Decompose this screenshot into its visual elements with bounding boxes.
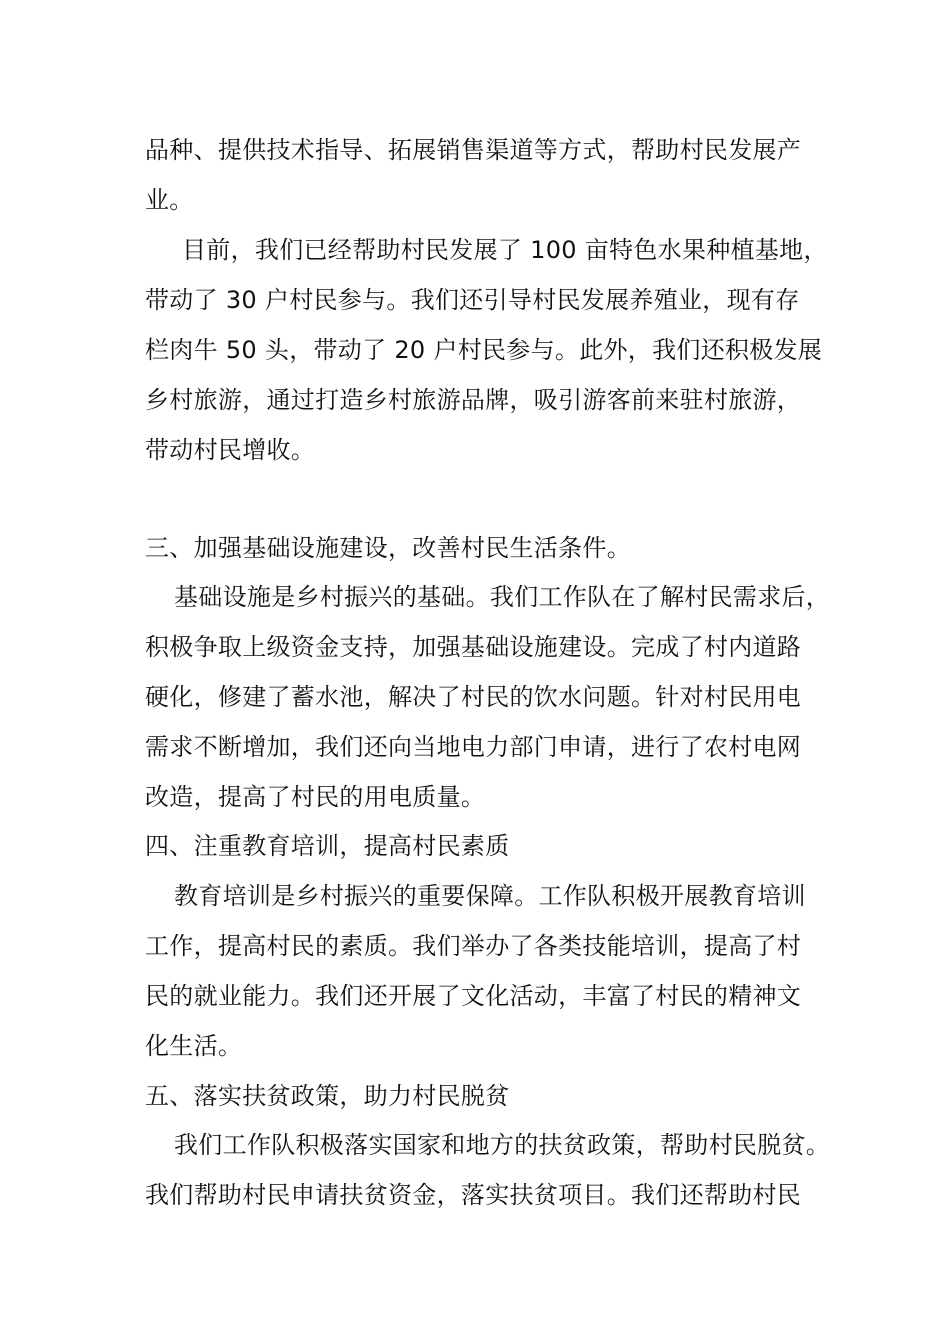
body-text-line: 民的就业能力。我们还开展了文化活动，丰富了村民的精神文 xyxy=(145,982,802,1010)
body-text-line: 我们帮助村民申请扶贫资金，落实扶贫项目。我们还帮助村民 xyxy=(145,1181,802,1209)
body-text-line: 栏肉牛 50 头，带动了 20 户村民参与。此外，我们还积极发展 xyxy=(145,336,823,364)
body-text-line: 工作，提高村民的素质。我们举办了各类技能培训，提高了村 xyxy=(145,932,802,960)
body-text-line: 化生活。 xyxy=(145,1032,243,1060)
section-heading-5: 五、落实扶贫政策，助力村民脱贫 xyxy=(145,1082,510,1110)
body-text-line: 带动了 30 户村民参与。我们还引导村民发展养殖业，现有存 xyxy=(145,286,800,314)
body-text-line: 需求不断增加，我们还向当地电力部门申请，进行了农村电网 xyxy=(145,733,802,761)
paragraph-start-line: 教育培训是乡村振兴的重要保障。工作队积极开展教育培训 xyxy=(174,882,806,910)
section-heading-3: 三、加强基础设施建设，改善村民生活条件。 xyxy=(145,534,631,562)
body-text-line: 改造，提高了村民的用电质量。 xyxy=(145,783,486,811)
paragraph-start-line: 目前，我们已经帮助村民发展了 100 亩特色水果种植基地， xyxy=(182,236,828,264)
body-text-line: 硬化，修建了蓄水池，解决了村民的饮水问题。针对村民用电 xyxy=(145,683,802,711)
body-text-line: 乡村旅游，通过打造乡村旅游品牌，吸引游客前来驻村旅游， xyxy=(145,386,802,414)
paragraph-start-line: 我们工作队积极落实国家和地方的扶贫政策，帮助村民脱贫。 xyxy=(174,1131,831,1159)
paragraph-start-line: 基础设施是乡村振兴的基础。我们工作队在了解村民需求后， xyxy=(174,583,831,611)
body-text-line: 积极争取上级资金支持，加强基础设施建设。完成了村内道路 xyxy=(145,633,802,661)
body-text-line: 品种、提供技术指导、拓展销售渠道等方式，帮助村民发展产 xyxy=(145,136,802,164)
body-text-line: 业。 xyxy=(145,186,194,214)
body-text-line: 带动村民增收。 xyxy=(145,436,316,464)
section-heading-4: 四、注重教育培训，提高村民素质 xyxy=(145,832,510,860)
